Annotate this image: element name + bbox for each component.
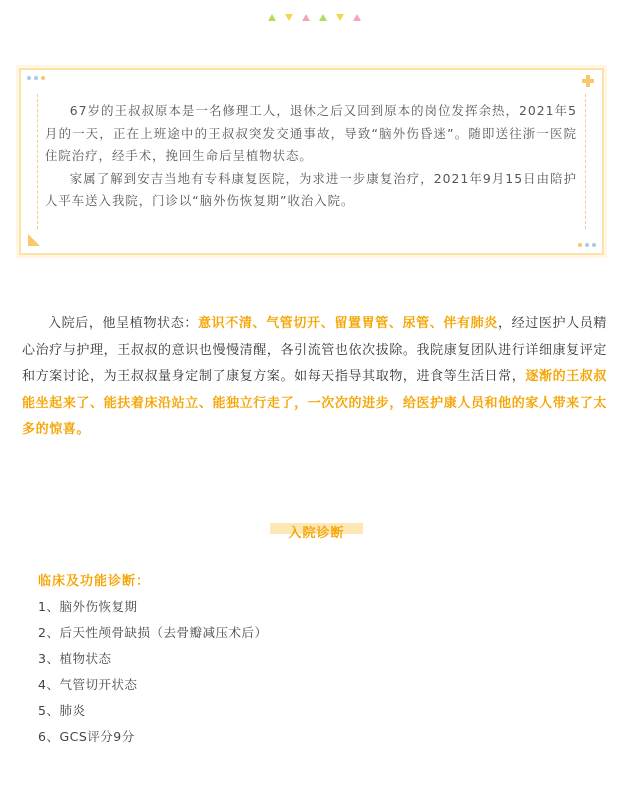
dot-icon [41,76,45,80]
plus-icon [582,75,594,87]
triangle-icon [268,14,276,21]
triangle-icon [302,14,310,21]
dot-icon [34,76,38,80]
list-item: 1、脑外伤恢复期 [38,599,138,614]
dots-decoration [578,243,596,247]
text-segment: 入院后，他呈植物状态： [48,316,198,331]
dot-icon [27,76,31,80]
triangle-icon [319,14,327,21]
triangle-icon [353,14,361,21]
triangle-icon [285,14,293,21]
list-item: 5、肺炎 [38,703,86,718]
admission-text [22,311,607,444]
list-item: 6、GCS评分9分 [38,729,135,744]
list-item: 4、气管切开状态 [38,677,138,692]
triangle-icon [336,14,344,21]
list-item: 2、后天性颅骨缺损（去骨瓣减压术后） [38,625,268,640]
story-paragraph-2: 家属了解到安吉当地有专科康复医院，为求进一步康复治疗，2021年9月15日由陪护人平车送入我院，门诊以“脑外伤恢复期”收治入院。 [45,170,577,208]
text-segment: ，经过医护人员精心治疗与护理，王叔叔的意识也慢慢清醒，各引流管也依次拔除。我院康复团队进行详细康复评定和方案讨论，为王叔叔量身定制了康复方案。如每天指导其取物，进食等生活日常， [22,316,607,384]
story-paragraph-1: 67岁的王叔叔原本是一名修理工人，退休之后又回到原本的岗位发挥余热，2021年5月的一天，正在上班途中的王叔叔突发交通事故，导致“脑外伤昏迷”。随即送往浙一医院住院治疗，经手术，挽回生命后呈植物状态。 [45,103,577,163]
highlight-progress: 逐渐的王叔叔能坐起来了、能扶着床沿站立、能独立行走了，一次次的进步，给医护康人员和他的家人带来了太多的惊喜。 [22,369,607,437]
dot-icon [578,243,582,247]
dots-decoration [27,76,45,80]
list-item: 3、植物状态 [38,651,112,666]
dot-icon [592,243,596,247]
dot-icon [585,243,589,247]
section-title-text: 入院诊断 [288,526,345,541]
diagnosis-list [38,594,267,750]
highlight-conditions: 意识不清、气管切开、留置胃管、尿管、伴有肺炎 [197,316,498,331]
diagnosis-heading: 临床及功能诊断： [38,574,151,589]
story-card [19,68,604,255]
story-text [45,100,577,213]
section-title [270,522,363,541]
decorative-triangles [0,14,629,21]
admission-paragraph [22,311,607,444]
corner-triangle-icon [28,234,40,246]
